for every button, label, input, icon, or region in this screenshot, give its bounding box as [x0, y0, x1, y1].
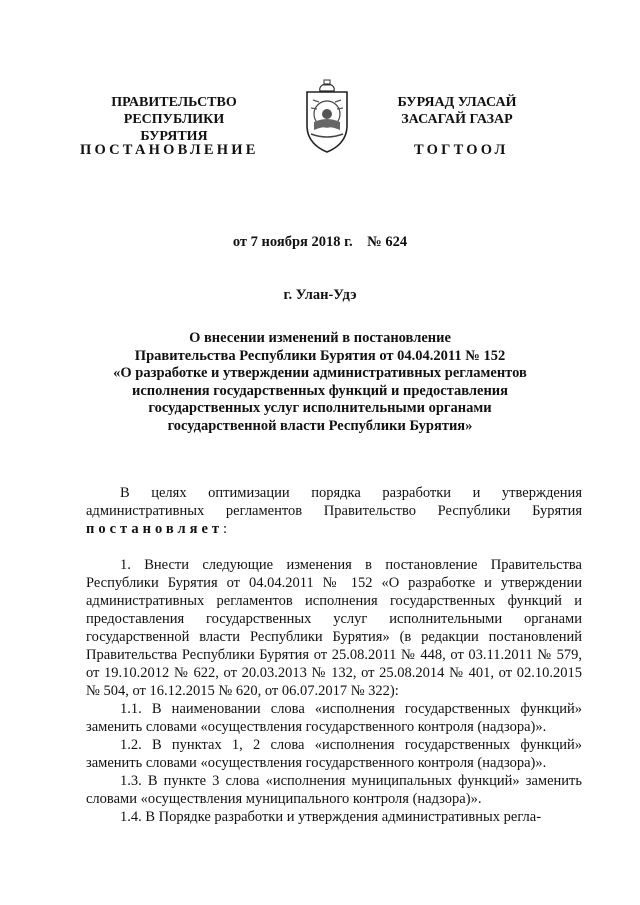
doc-type-ru: ПОСТАНОВЛЕНИЕ	[80, 142, 259, 158]
title-line: «О разработке и утверждении административных регламентов	[113, 365, 527, 381]
date-number-line: от 7 ноября 2018 г. № 624	[232, 234, 408, 250]
preamble-keyword: постановляет	[86, 521, 224, 537]
item-paragraph: 1. Внести следующие изменения в постановление Правительства Республики Бурятия от 04.04.2011 № 152 «О разработке и утверждении административных регламентов исполнения государственных функций и предоставления государственных услуг исполнительными органами государственной власти Республики Бурятия» (в редакции постановлений Правительства Республики Бурятия от 25.08.2011 № 448, от 03.11.2011 № 579, от 19.10.2012 № 622, от 20.03.2013 № 132, от 25.08.2014 № 401, от 02.10.2015 № 504, от 16.12.2015 № 620, от 06.07.2017 № 322):	[86, 557, 582, 699]
issuer-bua-line1: БУРЯАД УЛАСАЙ	[397, 95, 517, 110]
title-line: государственных услуг исполнительными органами	[148, 400, 492, 416]
items-block	[86, 556, 582, 826]
issuer-bua	[382, 94, 532, 128]
issuer-ru-line1: ПРАВИТЕЛЬСТВО	[111, 95, 237, 110]
item-paragraph: 1.1. В наименовании слова «исполнения государственных функций» заменить словами «осуществления государственного контроля (надзора)».	[86, 701, 582, 735]
issuer-ru	[94, 94, 254, 145]
title-line: Правительства Республики Бурятия от 04.04.2011 № 152	[134, 347, 506, 364]
item-paragraph: 1.2. В пунктах 1, 2 слова «исполнения государственных функций» заменить словами «осуществления государственного контроля (надзора)».	[86, 737, 582, 771]
preamble-text: В целях оптимизации порядка разработки и утверждения административных регламентов Правительство Республики Бурятия	[86, 485, 582, 519]
issuer-ru-line2: РЕСПУБЛИКИ БУРЯТИЯ	[123, 112, 225, 144]
preamble-end: :	[223, 521, 228, 537]
doc-type-bua: ТОГТООЛ	[414, 142, 509, 158]
title-line: государственной власти Республики Бурятия»	[167, 417, 473, 434]
city-line: г. Улан-Удэ	[283, 287, 357, 303]
coat-of-arms-emblem	[297, 78, 357, 156]
preamble-paragraph	[86, 484, 582, 538]
issuer-bua-line2: ЗАСАГАЙ ГАЗАР	[401, 112, 513, 127]
title-line: исполнения государственных функций и предоставления	[131, 382, 509, 399]
item-paragraph: 1.4. В Порядке разработки и утверждения административных регла-	[120, 809, 542, 825]
document-title	[0, 330, 640, 435]
item-paragraph: 1.3. В пункте 3 слова «исполнения муниципальных функций» заменить словами «осуществления муниципального контроля (надзора)».	[86, 773, 582, 807]
title-line: О внесении изменений в постановление	[189, 330, 451, 346]
